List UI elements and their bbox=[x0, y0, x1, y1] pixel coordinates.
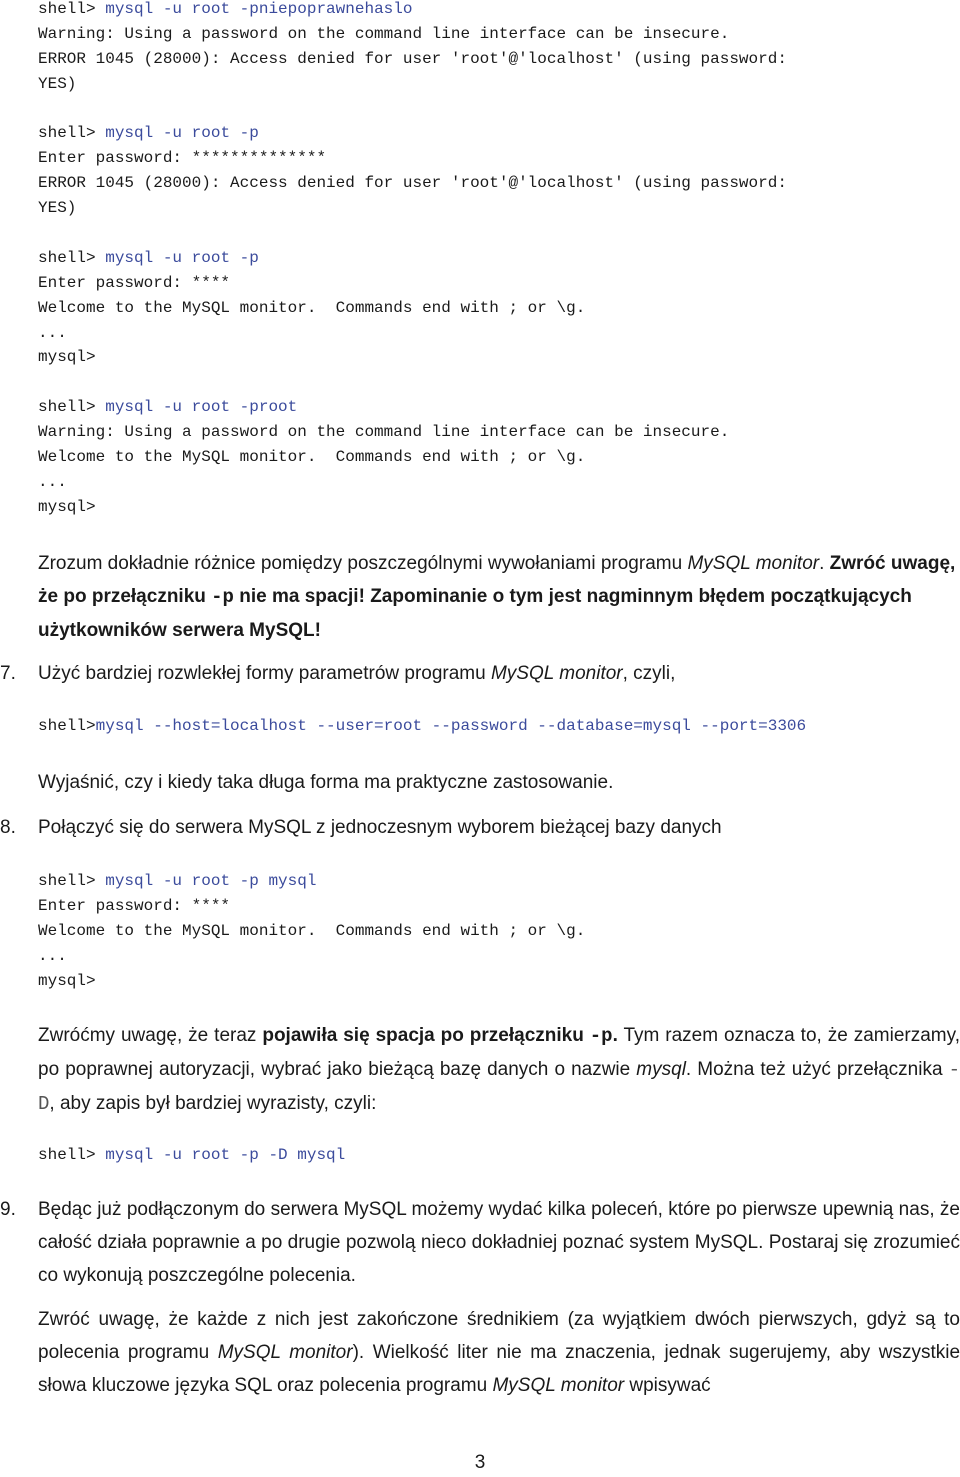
shell-prompt: shell> bbox=[38, 872, 106, 890]
item-7-explain: Wyjaśnić, czy i kiedy taka długa forma ma praktyczne zastosowanie. bbox=[38, 772, 614, 793]
terminal-line bbox=[38, 321, 787, 346]
terminal-line bbox=[38, 420, 787, 445]
item-7-command: shell>mysql --host=localhost --user=root --password --database=mysql --port=3306 bbox=[38, 717, 807, 735]
terminal-output: ... bbox=[38, 472, 67, 491]
terminal-line bbox=[38, 47, 787, 72]
terminal-output: YES) bbox=[38, 199, 77, 218]
item-8-note: Zwróćmy uwagę, że teraz pojawiła się spacja po przełączniku -p. Tym razem oznacza to, że zamierzamy, po poprawnej autoryzacji, wybrać jako bieżącą bazę danych o nazwie mysql. Można też użyć przełącznika -D, aby zapis był bardziej wyrazisty, czyli: bbox=[38, 1025, 960, 1115]
shell-prompt: shell> bbox=[38, 248, 106, 267]
terminal-line bbox=[38, 370, 787, 395]
terminal-line bbox=[38, 196, 787, 221]
terminal-output: ... bbox=[38, 323, 67, 342]
terminal-output: Warning: Using a password on the command line interface can be insecure. bbox=[38, 24, 730, 43]
terminal-output: Welcome to the MySQL monitor. Commands end with ; or \g. bbox=[38, 298, 586, 317]
terminal-line bbox=[38, 22, 787, 47]
terminal-line bbox=[38, 395, 787, 420]
terminal-output: ERROR 1045 (28000): Access denied for user 'root'@'localhost' (using password: bbox=[38, 174, 787, 193]
item-9-text: Będąc już podłączonym do serwera MySQL możemy wydać kilka poleceń, które po pierwsze upewnią nas, że całość działa poprawnie a po drugie pozwolą nieco dokładniej poznać system MySQL. Postaraj się zrozumieć co wykonują poszczególne polecenia. bbox=[38, 1199, 960, 1286]
terminal-session-block bbox=[38, 0, 787, 520]
terminal-line bbox=[38, 121, 787, 146]
shell-command: mysql -u root -pniepoprawnehaslo bbox=[105, 0, 413, 18]
shell-command: mysql -u root -p mysql bbox=[105, 872, 317, 890]
terminal-line bbox=[38, 445, 787, 470]
terminal-line bbox=[38, 72, 787, 97]
terminal-line bbox=[38, 97, 787, 122]
shell-prompt: shell> bbox=[38, 398, 106, 417]
item-8-number: 8. bbox=[0, 817, 16, 838]
terminal-line bbox=[38, 221, 787, 246]
terminal-output: Welcome to the MySQL monitor. Commands end with ; or \g. bbox=[38, 448, 586, 467]
terminal-line bbox=[38, 0, 787, 22]
terminal-line bbox=[38, 495, 787, 520]
item-8-command-d: shell> mysql -u root -p -D mysql bbox=[38, 1146, 346, 1164]
terminal-output: YES) bbox=[38, 74, 77, 93]
terminal-output: Welcome to the MySQL monitor. Commands end with ; or \g. bbox=[38, 921, 586, 940]
page-number: 3 bbox=[474, 1452, 486, 1473]
terminal-line bbox=[38, 470, 787, 495]
terminal-output: Enter password: ************** bbox=[38, 149, 327, 168]
terminal-output: Enter password: **** bbox=[38, 896, 231, 915]
shell-prompt: shell> bbox=[38, 0, 106, 18]
terminal-output: mysql> bbox=[38, 971, 96, 990]
terminal-output: mysql> bbox=[38, 497, 96, 516]
terminal-line bbox=[38, 146, 787, 171]
terminal-line bbox=[38, 869, 585, 894]
terminal-line bbox=[38, 969, 585, 994]
item-9-number: 9. bbox=[0, 1199, 16, 1220]
terminal-output: Warning: Using a password on the command line interface can be insecure. bbox=[38, 423, 730, 442]
paragraph-understand: Zrozum dokładnie różnice pomiędzy poszczególnymi wywołaniami programu MySQL monitor. Zwróć uwagę, że po przełączniku -p nie ma spacji! Zapominanie o tym jest nagminnym błędem początkujących użytkowników serwera MySQL! bbox=[38, 553, 956, 641]
terminal-line bbox=[38, 944, 585, 969]
shell-command: mysql -u root -proot bbox=[105, 398, 298, 417]
terminal-line bbox=[38, 171, 787, 196]
terminal-output: ERROR 1045 (28000): Access denied for user 'root'@'localhost' (using password: bbox=[38, 49, 787, 68]
terminal-line bbox=[38, 919, 585, 944]
terminal-line bbox=[38, 345, 787, 370]
shell-prompt: shell> bbox=[38, 124, 106, 143]
terminal-output: mysql> bbox=[38, 348, 96, 367]
item-7-number: 7. bbox=[0, 663, 16, 684]
terminal-line bbox=[38, 296, 787, 321]
terminal-output: Enter password: **** bbox=[38, 273, 231, 292]
terminal-line bbox=[38, 246, 787, 271]
item-9-note: Zwróć uwagę, że każde z nich jest zakończone średnikiem (za wyjątkiem dwóch pierwszych, gdyż są to polecenia programu MySQL monitor). Wielkość liter nie ma znaczenia, jednak sugerujemy, aby wszystkie słowa kluczowe języka SQL oraz polecenia programu MySQL monitor wpisywać bbox=[38, 1309, 960, 1396]
terminal-line bbox=[38, 894, 585, 919]
item-8-terminal-block bbox=[38, 869, 585, 993]
terminal-output: ... bbox=[38, 946, 67, 965]
item-8-text: Połączyć się do serwera MySQL z jednoczesnym wyborem bieżącej bazy danych bbox=[38, 817, 722, 838]
terminal-line bbox=[38, 271, 787, 296]
shell-command: mysql -u root -p bbox=[105, 124, 259, 143]
item-7-text: Użyć bardziej rozwlekłej formy parametrów programu MySQL monitor, czyli, bbox=[38, 663, 676, 684]
shell-command: mysql -u root -p bbox=[105, 248, 259, 267]
